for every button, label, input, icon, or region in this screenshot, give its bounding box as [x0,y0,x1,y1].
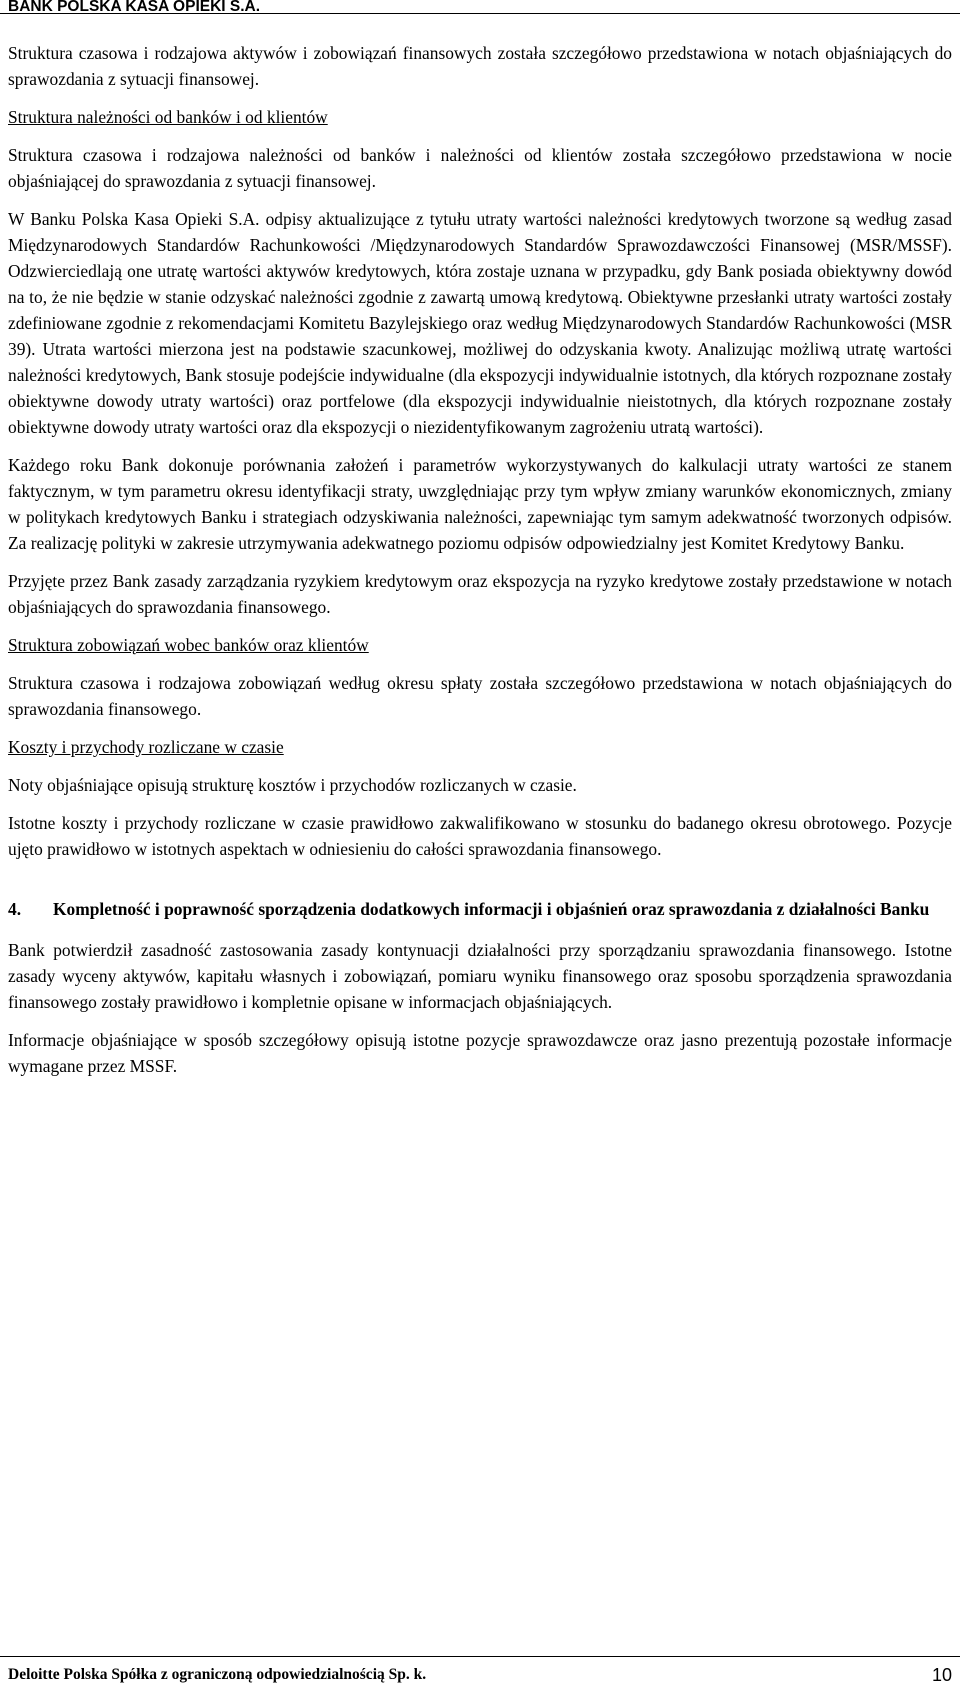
paragraph: Informacje objaśniające w sposób szczegółowy opisują istotne pozycje sprawozdawcze oraz jasno prezentują pozostałe informacje wymagane przez MSSF. [8,1030,952,1076]
paragraph: Struktura czasowa i rodzajowa należności od banków i należności od klientów została szczegółowo przedstawiona w nocie objaśniającej do sprawozdania z sytuacji finansowej. [8,145,952,191]
paragraph: Struktura czasowa i rodzajowa zobowiązań według okresu spłaty została szczegółowo przedstawiona w notach objaśniających do sprawozdania finansowego. [8,673,952,719]
footer-divider [0,1656,960,1657]
paragraph: Istotne koszty i przychody rozliczane w czasie prawidłowo zakwalifikowano w stosunku do badanego okresu obrotowego. Pozycje ujęto prawidłowo w istotnych aspektach w odniesieniu do całości sprawozdania finansowego. [8,813,952,859]
paragraph: Bank potwierdził zasadność zastosowania zasady kontynuacji działalności przy sporządzaniu sprawozdania finansowego. Istotne zasady wyceny aktywów, kapitału własnych i zobowiązań, pomiaru wyniku finansowego oraz sposobu sporządzenia sprawozdania finansowego zostały prawidłowo i kompletnie opisane w informacjach objaśniających. [8,940,952,1012]
header-title: BANK POLSKA KASA OPIEKI S.A. [8,0,261,15]
paragraph: W Banku Polska Kasa Opieki S.A. odpisy aktualizujące z tytułu utraty wartości należności kredytowych tworzone są według zasad Międzynarodowych Standardów Rachunkowości /Międzynarodowych Standardów Sprawozdawczości Finansowej (MSR/MSSF). Odzwierciedlają one utratę wartości aktywów kredytowych, która zostaje uznana w przypadku, gdy Bank posiada obiektywny dowód na to, że nie będzie w stanie odzyskać należności zgodnie z zawartą umową kredytową. Obiektywne przesłanki utraty wartości zostały zdefiniowane zgodnie z rekomendacjami Komitetu Bazylejskiego oraz według Międzynarodowych Standardów Rachunkowości (MSR 39). Utrata wartości mierzona jest na podstawie szacunkowej, możliwej do odzyskania kwoty. Analizując możliwą utratę wartości należności kredytowych, Bank stosuje podejście indywidualne (dla ekspozycji indywidualnie istotnych, dla których rozpoznane zostały obiektywne dowody utraty wartości) oraz portfelowe (dla ekspozycji indywidualnie nieistotnych, dla których rozpoznane zostały obiektywne dowody utraty wartości oraz dla ekspozycji o niezidentyfikowanym zagrożeniu utratą wartości). [8,209,952,437]
page-number: 10 [931,1665,952,1685]
subheading-accruals: Koszty i przychody rozliczane w czasie [8,737,284,757]
header-divider [0,13,960,14]
section-number: 4. [8,899,22,919]
document-body [8,40,952,1091]
section-heading [8,896,952,922]
subheading-liabilities: Struktura zobowiązań wobec banków oraz klientów [8,635,369,655]
page-header [8,0,952,17]
subheading-receivables: Struktura należności od banków i od klientów [8,107,328,127]
footer-company: Deloitte Polska Spółka z ograniczoną odpowiedzialnością Sp. k. [8,1666,427,1683]
paragraph: Struktura czasowa i rodzajowa aktywów i zobowiązań finansowych została szczegółowo przedstawiona w notach objaśniających do sprawozdania z sytuacji finansowej. [8,43,952,89]
paragraph: Przyjęte przez Bank zasady zarządzania ryzykiem kredytowym oraz ekspozycja na ryzyko kredytowe zostały przedstawione w notach objaśniających do sprawozdania finansowego. [8,571,952,617]
section-title: Kompletność i poprawność sporządzenia dodatkowych informacji i objaśnień oraz sprawozdania z działalności Banku [53,899,930,919]
paragraph: Każdego roku Bank dokonuje porównania założeń i parametrów wykorzystywanych do kalkulacji utraty wartości ze stanem faktycznym, w tym parametru okresu identyfikacji straty, uwzględniając przy tym wpływ zmiany warunków ekonomicznych, zmiany w politykach kredytowych Banku i strategiach odzyskiwania należności, zapewniając tym samym adekwatność tworzonych odpisów. Za realizację polityki w zakresie utrzymywania adekwatnego poziomu odpisów odpowiedzialny jest Komitet Kredytowy Banku. [8,455,952,553]
paragraph: Noty objaśniające opisują strukturę kosztów i przychodów rozliczanych w czasie. [8,775,577,795]
